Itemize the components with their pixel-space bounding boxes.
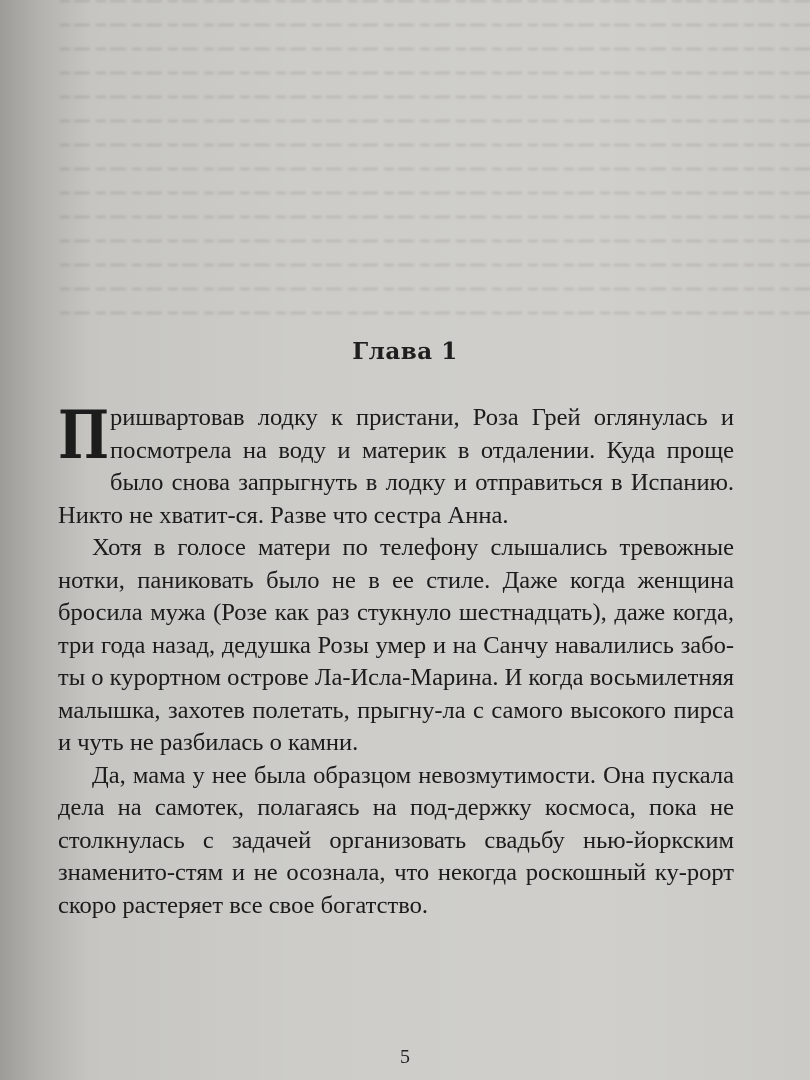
chapter-body: [58, 396, 734, 922]
drop-cap: П: [58, 396, 110, 474]
paragraph-2: Хотя в голосе матери по телефону слышались тревожные нотки, паниковать было не в ее стиле. Даже когда женщина бросила мужа (Розе как раз стукнуло шестнадцать), даже когда, три года назад, дедушка Розы умер и на Санчу навалились забо-ты о курортном острове Ла-Исла-Марина. И когда восьмилетняя малышка, захотев полетать, прыгну-ла с самого высокого пирса и чуть не разбилась о камни.: [58, 534, 734, 756]
paragraph-3: Да, мама у нее была образцом невозмутимости. Она пускала дела на самотек, полагаясь на под-держку космоса, пока не столкнулась с задачей организовать свадьбу нью-йоркским знаменито-стям и не осознала, что некогда роскошный ку-рорт скоро растеряет все свое богатство.: [58, 761, 734, 919]
bleed-through-texture: [60, 0, 810, 360]
paragraph-1: [58, 396, 734, 532]
chapter-title: Глава 1: [352, 338, 458, 365]
page-number: 5: [400, 1046, 410, 1068]
paragraph-1-text: ришвартовав лодку к пристани, Роза Грей оглянулась и посмотрела на воду и материк в отдалении. Куда проще было снова запрыгнуть в лодку и отправиться в Испанию. Никто не хватит-ся. Разве что сестра Анна.: [58, 404, 734, 529]
